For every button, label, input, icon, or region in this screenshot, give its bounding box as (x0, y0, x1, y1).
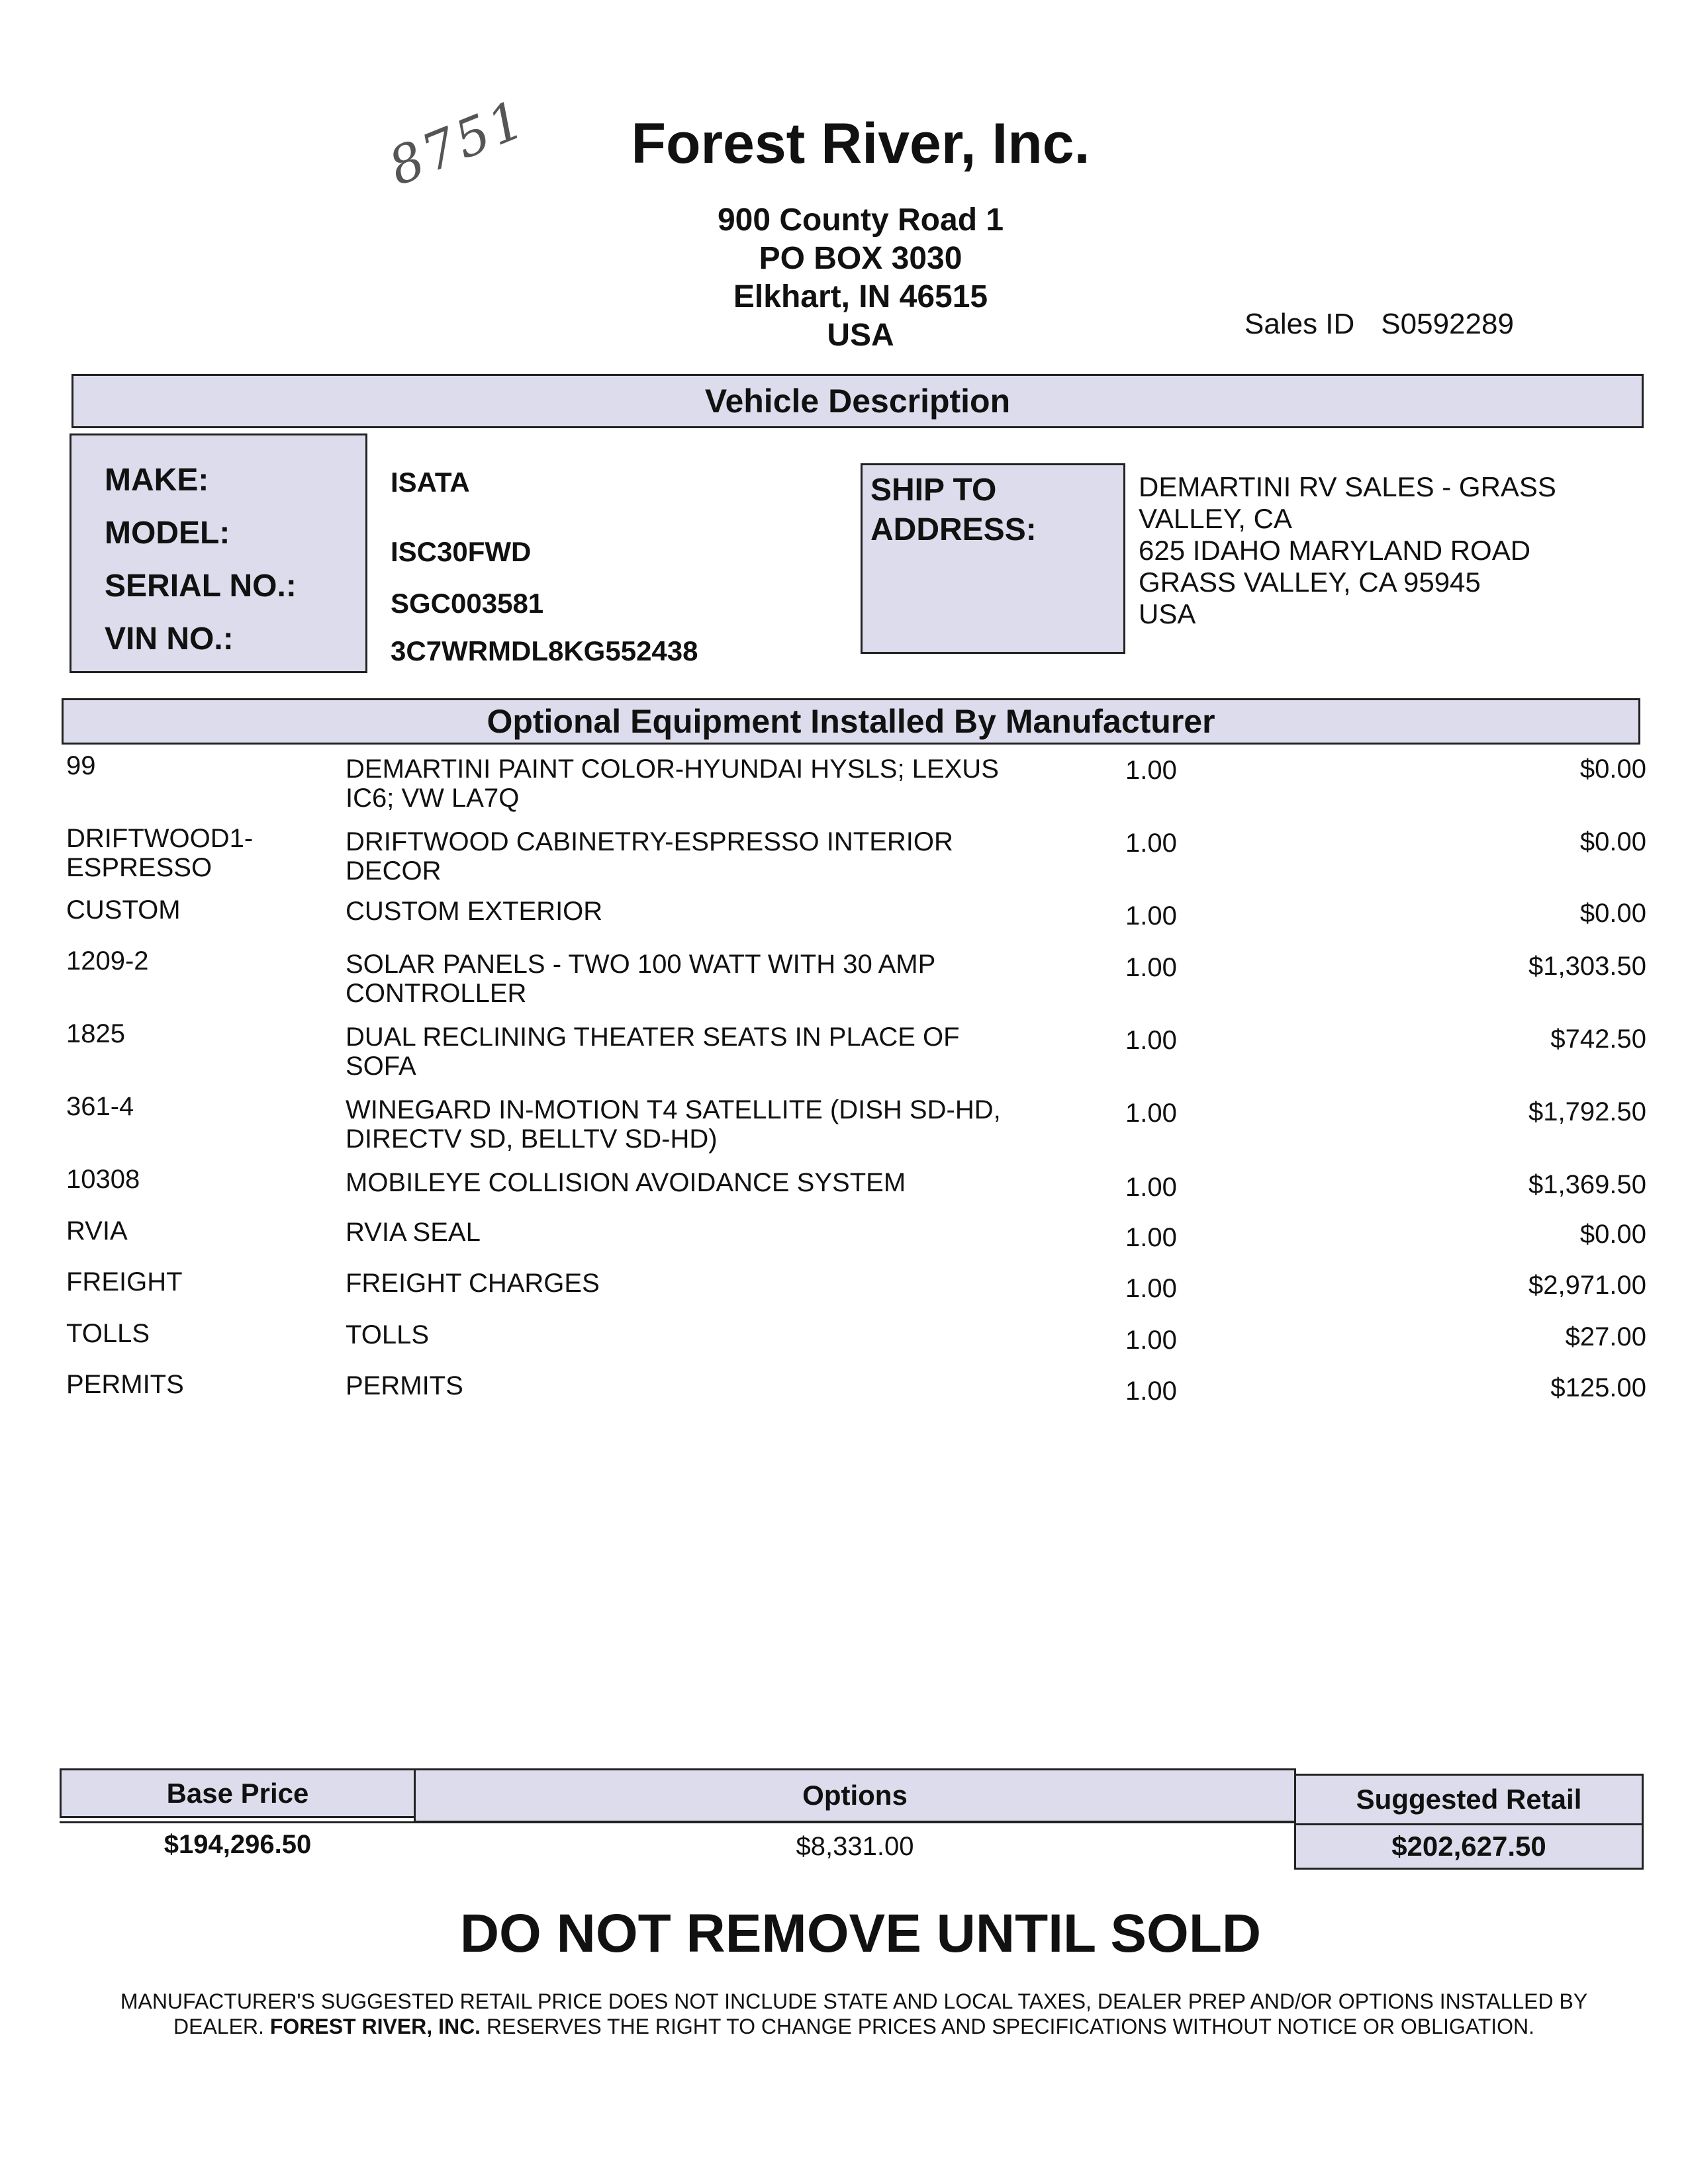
company-address-line: 900 County Road 1 (717, 203, 1004, 238)
option-description: TOLLS (346, 1320, 429, 1349)
option-code: 99 (66, 751, 96, 780)
option-description: MOBILEYE COLLISION AVOIDANCE SYSTEM (346, 1168, 906, 1197)
sales-id (1244, 308, 1514, 341)
suggested-retail-label: Suggested Retail (1356, 1784, 1582, 1815)
base-price-header (60, 1768, 416, 1818)
option-quantity: 1.00 (1125, 1326, 1177, 1355)
option-description: PERMITS (346, 1371, 463, 1400)
option-price: $742.50 (1550, 1024, 1646, 1054)
option-quantity: 1.00 (1125, 901, 1177, 931)
ship-to-line: DEMARTINI RV SALES - GRASS (1139, 471, 1556, 502)
option-code: PERMITS (66, 1370, 184, 1399)
serial-value: SGC003581 (391, 588, 544, 619)
ship-to-line: GRASS VALLEY, CA 95945 (1139, 567, 1481, 598)
address-label: ADDRESS: (870, 512, 1037, 547)
ship-to-line: USA (1139, 598, 1196, 629)
option-quantity: 1.00 (1125, 1223, 1177, 1252)
options-label: Options (802, 1780, 908, 1811)
option-description: DRIFTWOOD CABINETRY-ESPRESSO INTERIOR DECOR (346, 827, 953, 886)
option-code: 1825 (66, 1019, 125, 1048)
suggested-retail-header (1294, 1774, 1644, 1825)
option-description: DUAL RECLINING THEATER SEATS IN PLACE OF SOFA (346, 1023, 960, 1081)
option-price: $1,303.50 (1528, 952, 1646, 981)
base-price-label: Base Price (166, 1777, 309, 1809)
option-price: $1,369.50 (1528, 1170, 1646, 1199)
option-price: $0.00 (1579, 1220, 1646, 1249)
suggested-retail-value: $202,627.50 (1391, 1831, 1546, 1862)
option-quantity: 1.00 (1125, 1173, 1177, 1202)
option-price: $125.00 (1550, 1373, 1646, 1402)
vehicle-labels-box (70, 433, 367, 673)
company-address-line: PO BOX 3030 (759, 241, 962, 276)
optional-equipment-title: Optional Equipment Installed By Manufacturer (487, 703, 1215, 740)
option-code: FREIGHT (66, 1267, 183, 1297)
handwritten-note: 8751 (381, 89, 535, 198)
ship-to-label-box (861, 463, 1125, 654)
company-address-line: Elkhart, IN 46515 (733, 279, 988, 314)
option-code: 1209-2 (66, 946, 149, 976)
model-label: MODEL: (105, 516, 230, 551)
option-price: $27.00 (1565, 1322, 1646, 1351)
make-label: MAKE: (105, 463, 209, 498)
option-price: $0.00 (1579, 827, 1646, 856)
option-description: FREIGHT CHARGES (346, 1269, 600, 1298)
option-price: $0.00 (1579, 754, 1646, 784)
model-value: ISC30FWD (391, 536, 532, 567)
option-code: TOLLS (66, 1319, 150, 1348)
disclaimer-company: FOREST RIVER, INC. (269, 2015, 481, 2038)
option-code: DRIFTWOOD1-ESPRESSO (66, 824, 254, 882)
option-quantity: 1.00 (1125, 1026, 1177, 1055)
vin-value: 3C7WRMDL8KG552438 (391, 635, 698, 666)
option-quantity: 1.00 (1125, 1377, 1177, 1406)
option-code: CUSTOM (66, 895, 181, 925)
option-code: RVIA (66, 1216, 128, 1246)
company-name: Forest River, Inc. (631, 112, 1090, 175)
option-quantity: 1.00 (1125, 953, 1177, 982)
make-value: ISATA (391, 467, 470, 498)
option-code: 361-4 (66, 1092, 134, 1121)
do-not-remove-notice: DO NOT REMOVE UNTIL SOLD (459, 1903, 1262, 1964)
options-header (414, 1768, 1296, 1823)
suggested-retail-value-box (1294, 1823, 1644, 1870)
sales-id-value: S0592289 (1381, 308, 1514, 340)
option-description: SOLAR PANELS - TWO 100 WATT WITH 30 AMP CONTROLLER (346, 950, 935, 1008)
option-price: $0.00 (1579, 899, 1646, 928)
option-price: $1,792.50 (1528, 1097, 1646, 1126)
disclaimer-text: MANUFACTURER'S SUGGESTED RETAIL PRICE DOES NOT INCLUDE STATE AND LOCAL TAXES, DEALER PREP AND/OR OPTIONS INSTALLED BY DEALER. (120, 1989, 1588, 2038)
option-quantity: 1.00 (1125, 1099, 1177, 1128)
disclaimer (79, 1989, 1628, 2039)
disclaimer-text: RESERVES THE RIGHT TO CHANGE PRICES AND SPECIFICATIONS WITHOUT NOTICE OR OBLIGATION. (486, 2015, 1535, 2038)
ship-to-label: SHIP TO (870, 473, 997, 508)
option-quantity: 1.00 (1125, 756, 1177, 785)
vin-label: VIN NO.: (105, 621, 234, 657)
options-value: $8,331.00 (796, 1832, 914, 1861)
ship-to-address (1139, 471, 1655, 630)
optional-equipment-header (62, 698, 1640, 745)
option-price: $2,971.00 (1528, 1271, 1646, 1300)
serial-label: SERIAL NO.: (105, 569, 297, 604)
ship-to-line: VALLEY, CA (1139, 503, 1292, 534)
vehicle-description-title: Vehicle Description (704, 383, 1011, 420)
option-description: DEMARTINI PAINT COLOR-HYUNDAI HYSLS; LEXUS IC6; VW LA7Q (346, 754, 999, 813)
option-description: CUSTOM EXTERIOR (346, 897, 603, 926)
option-description: RVIA SEAL (346, 1218, 481, 1247)
sales-id-label: Sales ID (1244, 308, 1355, 340)
option-description: WINEGARD IN-MOTION T4 SATELLITE (DISH SD-HD, DIRECTV SD, BELLTV SD-HD) (346, 1095, 1001, 1154)
company-address-line: USA (827, 318, 894, 353)
ship-to-line: 625 IDAHO MARYLAND ROAD (1139, 535, 1531, 566)
option-quantity: 1.00 (1125, 829, 1177, 858)
option-code: 10308 (66, 1165, 140, 1194)
vehicle-description-header (71, 374, 1644, 428)
base-price-value: $194,296.50 (164, 1830, 312, 1859)
option-quantity: 1.00 (1125, 1274, 1177, 1303)
totals-divider (60, 1821, 1296, 1823)
